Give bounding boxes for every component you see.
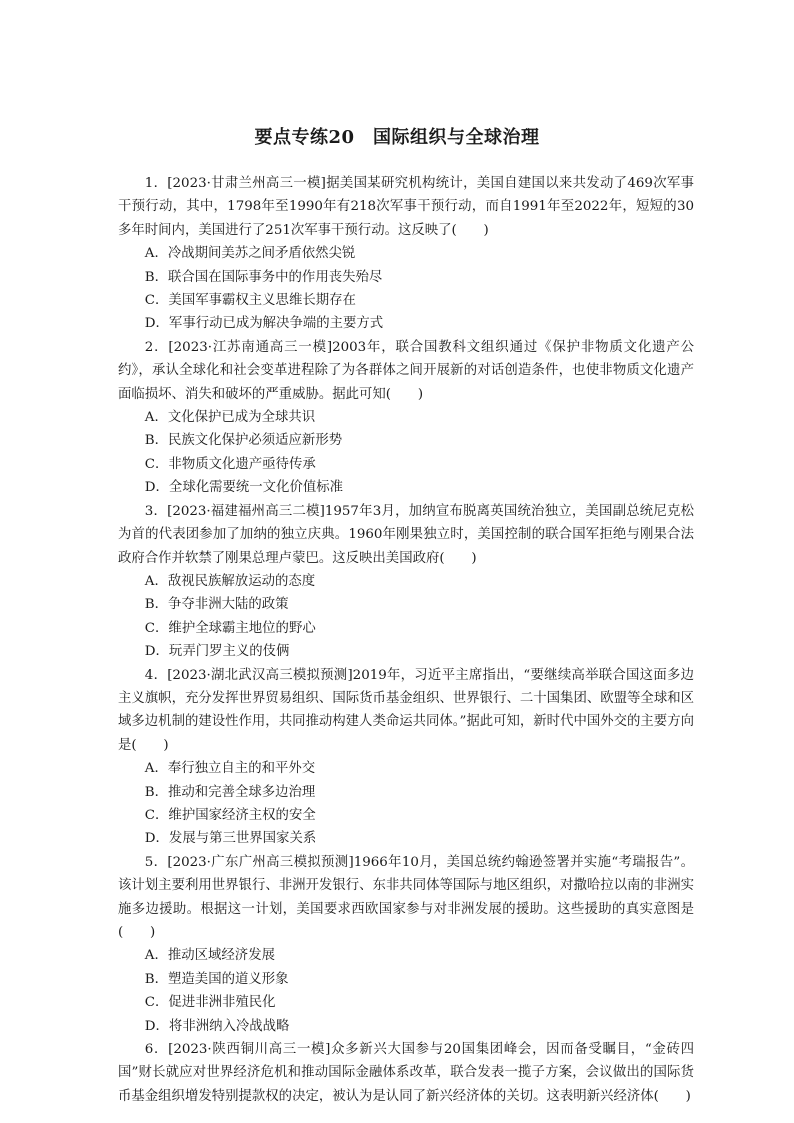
question-5 [118, 851, 694, 1038]
option-a: A．文化保护已成为全球共识 [144, 410, 316, 426]
option-c: C．非物质文化遗产亟待传承 [144, 456, 316, 472]
option-d: D．军事行动已成为解决争端的主要方式 [144, 316, 384, 332]
option-a: A．敌视民族解放运动的态度 [144, 573, 316, 589]
question-6 [118, 1038, 694, 1108]
question-stem: 3．[2023·福建福州高三二模]1957年3月，加纳宣布脱离英国统治独立，美国副总统尼克松为首的代表团参加了加纳的独立庆典。1960年刚果独立时，美国控制的联合国军拒绝与刚果合法政府合作并软禁了刚果总理卢蒙巴。这反映出美国政府( ) [118, 503, 694, 566]
question-stem: 6．[2023·陕西铜川高三一模]众多新兴大国参与20国集团峰会，因而备受瞩目，“金砖四国”财长就应对世界经济危机和推动国际金融体系改革，联合发表一揽子方案，会议做出的国际货币基金组织增发特别提款权的决定，被认为是认同了新兴经济体的关切。这表明新兴经济体( ) [118, 1042, 694, 1104]
option-a: A．奉行独立自主的和平外交 [144, 761, 316, 777]
question-stem: 5．[2023·广东广州高三模拟预测]1966年10月，美国总统约翰逊签署并实施“考瑞报告”。该计划主要利用世界银行、非洲开发银行、东非共同体等国际与地区组织，对撒哈拉以南的非洲实施多边援助。根据这一计划，美国要求西欧国家参与对非洲发展的援助。这些援助的真实意图是( ) [118, 854, 694, 940]
option-b: B．联合国在国际事务中的作用丧失殆尽 [144, 269, 383, 285]
question-3 [118, 500, 694, 664]
question-1 [118, 172, 694, 336]
option-c: C．美国军事霸权主义思维长期存在 [144, 293, 356, 309]
option-b: B．推动和完善全球多边治理 [144, 784, 316, 800]
option-d: D．发展与第三世界国家关系 [144, 831, 317, 847]
question-list [118, 172, 694, 1108]
option-a: A．推动区域经济发展 [144, 948, 275, 964]
option-c: C．维护全球霸主地位的野心 [144, 620, 316, 636]
option-b: B．民族文化保护必须适应新形势 [144, 433, 343, 449]
question-2 [118, 336, 694, 500]
question-4 [118, 664, 694, 851]
option-c: C．促进非洲非殖民化 [144, 995, 276, 1011]
option-d: D．全球化需要统一文化价值标准 [144, 480, 344, 496]
option-d: D．将非洲纳入冷战战略 [144, 1018, 290, 1034]
page-title: 要点专练20 国际组织与全球治理 [254, 127, 540, 148]
option-b: B．塑造美国的道义形象 [144, 971, 289, 987]
question-stem: 2．[2023·江苏南通高三一模]2003年，联合国教科文组织通过《保护非物质文化遗产公约》，承认全球化和社会变革进程除了为各群体之间开展新的对话创造条件，也使非物质文化遗产面临损坏、消失和破坏的严重威胁。据此可知( ) [118, 339, 694, 402]
option-d: D．玩弄门罗主义的伎俩 [144, 644, 290, 660]
option-b: B．争夺非洲大陆的政策 [144, 597, 289, 613]
option-c: C．维护国家经济主权的安全 [144, 807, 316, 823]
question-stem: 1．[2023·甘肃兰州高三一模]据美国某研究机构统计，美国自建国以来共发动了469次军事干预行动，其中，1798年至1990年有218次军事干预行动，而自1991年至2022年，短短的30多年时间内，美国进行了251次军事干预行动。这反映了( ) [118, 176, 694, 238]
question-stem: 4．[2023·湖北武汉高三模拟预测]2019年，习近平主席指出，“要继续高举联合国这面多边主义旗帜，充分发挥世界贸易组织、国际货币基金组织、世界银行、二十国集团、欧盟等全球和区域多边机制的建设性作用，共同推动构建人类命运共同体。”据此可知，新时代中国外交的主要方向是( ) [118, 667, 694, 753]
option-a: A．冷战期间美苏之间矛盾依然尖锐 [144, 246, 356, 262]
